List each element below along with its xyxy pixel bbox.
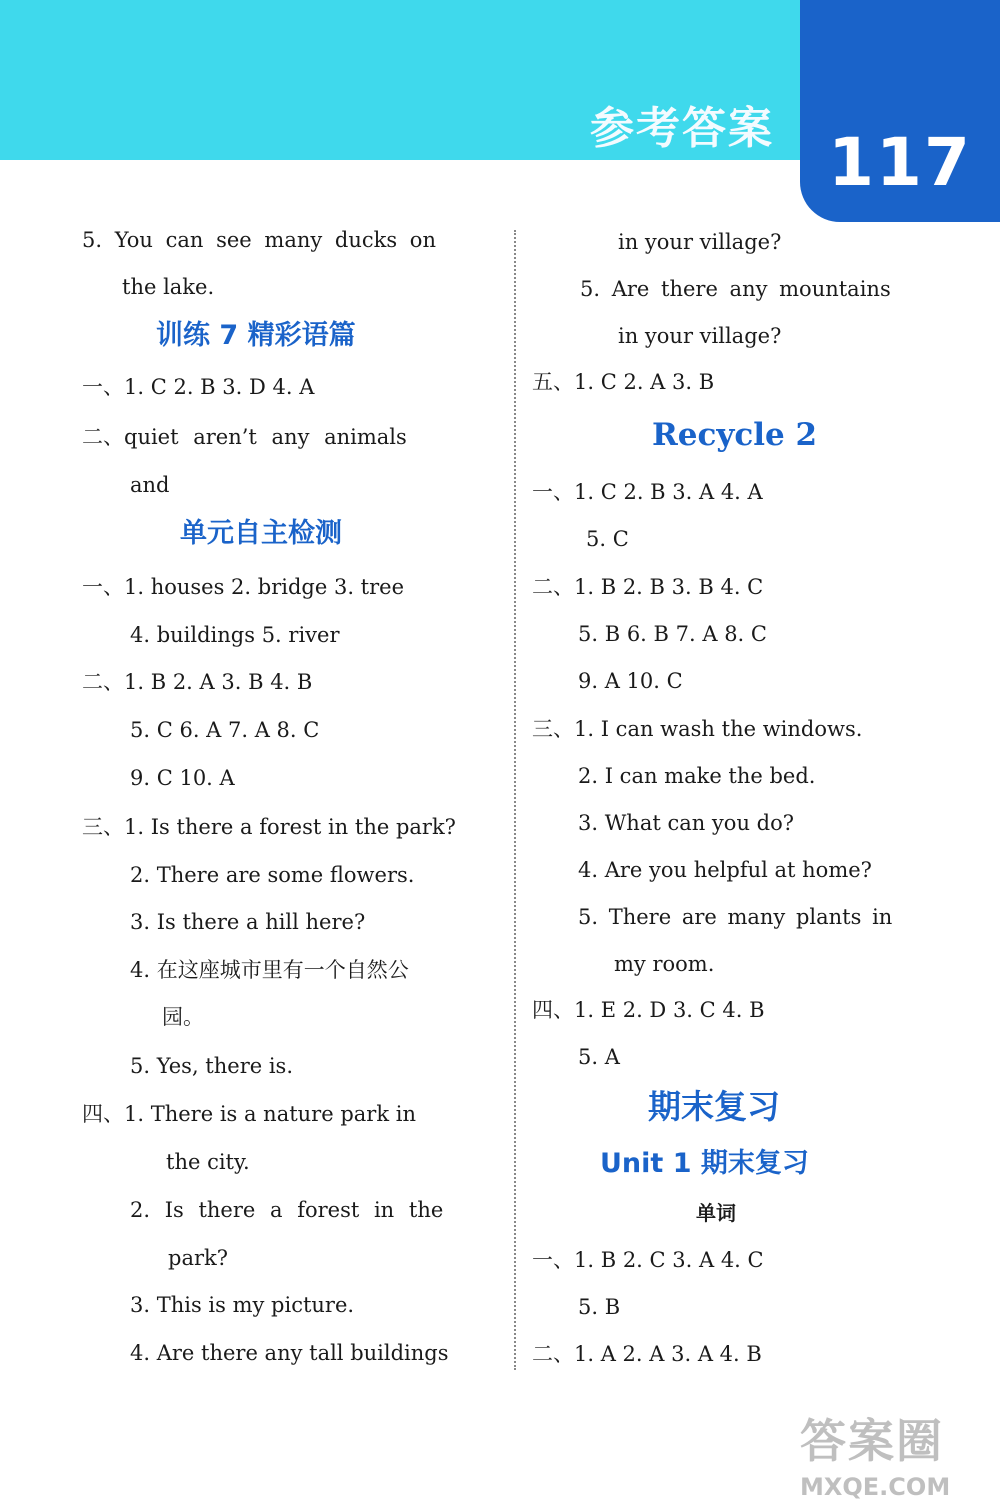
question-mark: 一、 bbox=[532, 1248, 574, 1272]
answer-text: 1. B 2. B 3. B 4. C bbox=[574, 575, 764, 599]
answer-line: 9. A 10. C bbox=[578, 669, 683, 693]
answer-line: in your village? bbox=[618, 324, 782, 348]
answer-line bbox=[532, 372, 714, 393]
question-mark: 二、 bbox=[82, 670, 124, 694]
answer-line bbox=[532, 1000, 765, 1021]
answer-text: You can see many ducks on bbox=[114, 228, 436, 252]
answer-line bbox=[532, 482, 763, 503]
answer-line: my room. bbox=[614, 952, 715, 976]
answer-line: 5. Are there any mountains bbox=[580, 277, 891, 301]
answer-line: 4. buildings 5. river bbox=[130, 623, 340, 647]
answer-line: 5. There are many plants in bbox=[578, 905, 893, 929]
answer-line: in your village? bbox=[618, 230, 782, 254]
answer-line: 4. Are you helpful at home? bbox=[578, 858, 872, 882]
answer-line: 园。 bbox=[162, 1005, 204, 1029]
answer-line: the lake. bbox=[122, 275, 215, 299]
answer-line: 2. I can make the bed. bbox=[578, 764, 816, 788]
answer-line bbox=[532, 1250, 764, 1271]
answer-text: 1. C 2. B 3. A 4. A bbox=[574, 480, 763, 504]
answer-line bbox=[82, 230, 436, 251]
answer-line: 4. 在这座城市里有一个自然公 bbox=[130, 958, 409, 982]
answer-text: 1. C 2. B 3. D 4. A bbox=[124, 375, 315, 399]
answer-text: 1. Is there a forest in the park? bbox=[124, 815, 456, 839]
answer-line: 5. C 6. A 7. A 8. C bbox=[130, 718, 320, 742]
answer-line: 5. B 6. B 7. A 8. C bbox=[578, 622, 767, 646]
answer-line: 4. Are there any tall buildings bbox=[130, 1341, 449, 1365]
answer-line: 5. Yes, there is. bbox=[130, 1054, 294, 1078]
column-divider bbox=[514, 230, 516, 1370]
answer-line bbox=[532, 577, 763, 598]
question-mark: 三、 bbox=[532, 717, 574, 741]
answer-line: 2. Is there a forest in the bbox=[130, 1198, 444, 1222]
answer-line bbox=[532, 1344, 762, 1365]
answer-line: 5. A bbox=[578, 1045, 620, 1069]
question-mark: 二、 bbox=[82, 425, 124, 449]
answer-line: 3. This is my picture. bbox=[130, 1293, 355, 1317]
answer-line bbox=[532, 719, 862, 740]
section-heading: 训练 7 精彩语篇 bbox=[156, 320, 356, 351]
answer-text: 1. E 2. D 3. C 4. B bbox=[574, 998, 765, 1022]
answer-line: and bbox=[130, 473, 170, 497]
question-mark: 四、 bbox=[532, 998, 574, 1022]
answer-text: 1. I can wash the windows. bbox=[574, 717, 863, 741]
answer-text: quiet aren’t any animals bbox=[124, 425, 407, 449]
answer-text: 1. houses 2. bridge 3. tree bbox=[124, 575, 405, 599]
answer-line bbox=[82, 672, 312, 693]
watermark-en: MXQE.COM bbox=[800, 1473, 951, 1501]
answer-text: 1. B 2. C 3. A 4. C bbox=[574, 1248, 764, 1272]
answer-line: 5. B bbox=[578, 1295, 621, 1319]
question-mark: 四、 bbox=[82, 1102, 124, 1126]
answer-line bbox=[82, 377, 314, 398]
answer-line: 9. C 10. A bbox=[130, 766, 235, 790]
question-mark: 五、 bbox=[532, 370, 574, 394]
answer-text: 1. A 2. A 3. A 4. B bbox=[574, 1342, 762, 1366]
answer-line bbox=[82, 577, 404, 598]
section-heading: Unit 1 期末复习 bbox=[600, 1148, 809, 1179]
answer-line: 3. Is there a hill here? bbox=[130, 910, 366, 934]
answer-line: park? bbox=[168, 1246, 228, 1270]
answer-text: 1. C 2. A 3. B bbox=[574, 370, 715, 394]
page-number: 117 bbox=[828, 124, 972, 201]
question-mark: 三、 bbox=[82, 815, 124, 839]
section-heading: Recycle 2 bbox=[652, 417, 818, 453]
answer-line bbox=[82, 817, 456, 838]
question-mark: 一、 bbox=[532, 480, 574, 504]
answer-line: 5. C bbox=[586, 527, 629, 551]
answer-line: 3. What can you do? bbox=[578, 811, 794, 835]
question-mark: 二、 bbox=[532, 1342, 574, 1366]
section-heading: 期末复习 bbox=[648, 1087, 780, 1126]
answer-text: 1. B 2. A 3. B 4. B bbox=[124, 670, 313, 694]
item-number: 5. bbox=[82, 228, 103, 252]
answer-text: 1. There is a nature park in bbox=[124, 1102, 416, 1126]
question-mark: 一、 bbox=[82, 375, 124, 399]
section-heading: 单元自主检测 bbox=[180, 518, 342, 549]
question-mark: 一、 bbox=[82, 575, 124, 599]
answer-line bbox=[82, 1104, 416, 1125]
answer-line bbox=[82, 427, 407, 448]
header-title: 参考答案 bbox=[590, 103, 774, 154]
watermark bbox=[800, 1405, 1000, 1501]
answer-line: the city. bbox=[166, 1150, 250, 1174]
question-mark: 二、 bbox=[532, 575, 574, 599]
answer-line: 2. There are some flowers. bbox=[130, 863, 415, 887]
watermark-cn: 答案圈 bbox=[800, 1414, 944, 1468]
sub-heading: 单词 bbox=[696, 1201, 736, 1225]
